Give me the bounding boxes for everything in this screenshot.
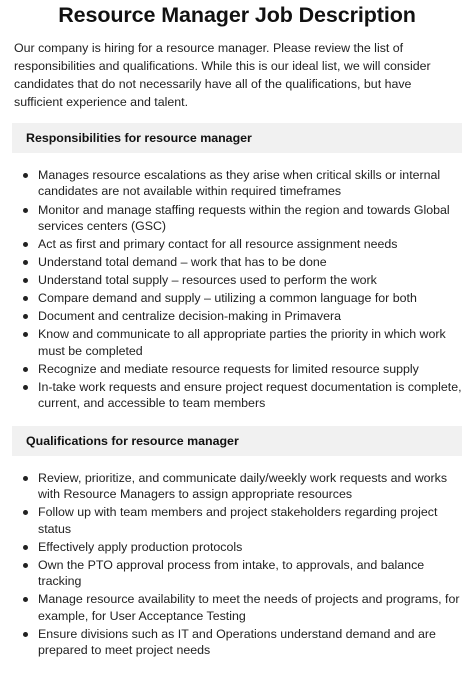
list-item: Understand total demand – work that has to be done	[38, 254, 462, 270]
responsibilities-list	[12, 167, 462, 412]
list-item: Effectively apply production protocols	[38, 539, 462, 555]
list-item: Manage resource availability to meet the needs of projects and programs, for example, for User Acceptance Testing	[38, 591, 462, 624]
list-item: Act as first and primary contact for all resource assignment needs	[38, 236, 462, 252]
list-item: Manages resource escalations as they arise when critical skills or internal candidates are not available within required timeframes	[38, 167, 462, 200]
list-item: Compare demand and supply – utilizing a common language for both	[38, 290, 462, 306]
list-item: Follow up with team members and project stakeholders regarding project status	[38, 504, 462, 537]
intro-paragraph: Our company is hiring for a resource manager. Please review the list of responsibilities and qualifications. While this is our ideal list, we will consider candidates that do not necessarily have all of the qualifications, but have sufficient experience and talent.	[14, 41, 431, 109]
qualifications-list	[12, 470, 462, 659]
list-item: Ensure divisions such as IT and Operations understand demand and are prepared to meet project needs	[38, 626, 462, 659]
list-item: Know and communicate to all appropriate parties the priority in which work must be completed	[38, 326, 462, 359]
list-item: Own the PTO approval process from intake, to approvals, and balance tracking	[38, 557, 462, 590]
page-title: Resource Manager Job Description	[58, 3, 416, 27]
list-item: Understand total supply – resources used to perform the work	[38, 272, 462, 288]
list-item: Monitor and manage staffing requests within the region and towards Global services centers (GSC)	[38, 202, 462, 235]
list-item: Recognize and mediate resource requests for limited resource supply	[38, 361, 462, 377]
list-item: Document and centralize decision-making in Primavera	[38, 308, 462, 324]
qualifications-heading: Qualifications for resource manager	[12, 426, 462, 456]
list-item: Review, prioritize, and communicate daily/weekly work requests and works with Resource Managers to assign appropriate resources	[38, 470, 462, 503]
responsibilities-heading: Responsibilities for resource manager	[12, 123, 462, 153]
list-item: In-take work requests and ensure project request documentation is complete, current, and accessible to team members	[38, 380, 462, 411]
